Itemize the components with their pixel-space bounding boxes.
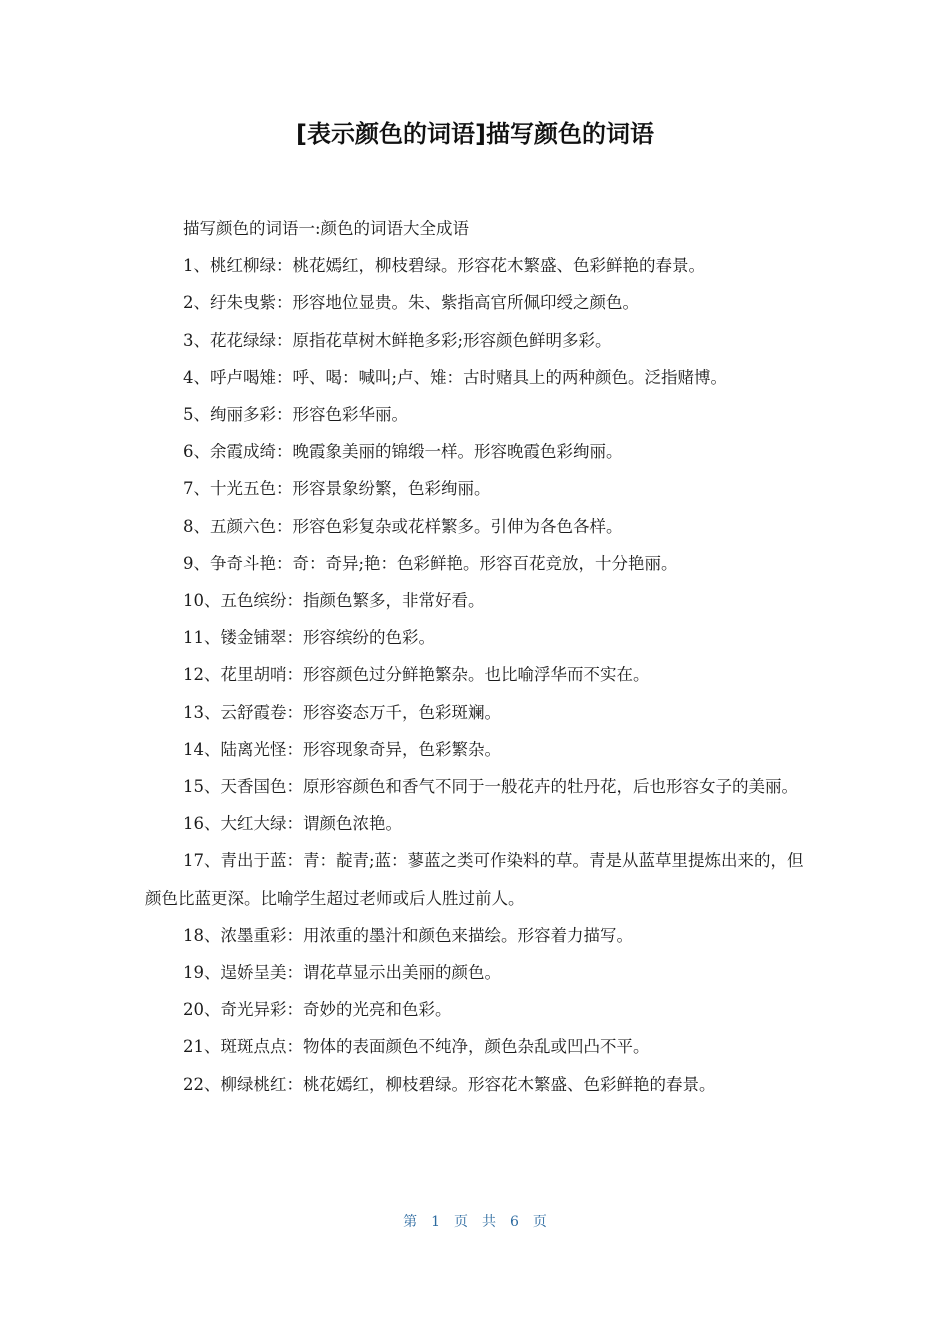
list-item: 18、浓墨重彩：用浓重的墨汁和颜色来描绘。形容着力描写。 <box>183 925 633 945</box>
list-item: 7、十光五色：形容景象纷繁，色彩绚丽。 <box>183 479 491 499</box>
list-item: 4、呼卢喝雉：呼、喝：喊叫;卢、雉：古时赌具上的两种颜色。泛指赌博。 <box>183 367 728 387</box>
list-item: 13、云舒霞卷：形容姿态万千，色彩斑斓。 <box>183 702 501 722</box>
list-item: 19、逞娇呈美：谓花草显示出美丽的颜色。 <box>183 963 501 983</box>
footer-total-pages: 6 <box>510 1214 519 1230</box>
list-item: 11、镂金铺翠：形容缤纷的色彩。 <box>183 628 435 648</box>
page-title: [表示颜色的词语]描写颜色的词语 <box>296 120 654 148</box>
page-footer <box>0 1210 950 1234</box>
footer-current-page: 1 <box>431 1214 440 1230</box>
footer-label-ye: 页 <box>532 1214 547 1230</box>
list-item: 15、天香国色：原形容颜色和香气不同于一般花卉的牡丹花，后也形容女子的美丽。 <box>183 777 798 797</box>
footer-glyph: 页 <box>454 1214 468 1230</box>
list-item: 10、五色缤纷：指颜色繁多，非常好看。 <box>183 591 485 611</box>
list-item: 1、桃红柳绿：桃花嫣红，柳枝碧绿。形容花木繁盛、色彩鲜艳的春景。 <box>183 256 705 276</box>
list-item: 3、花花绿绿：原指花草树木鲜艳多彩;形容颜色鲜明多彩。 <box>183 330 612 350</box>
list-item: 8、五颜六色：形容色彩复杂或花样繁多。引伸为各色各样。 <box>183 516 623 536</box>
list-item: 22、柳绿桃红：桃花嫣红，柳枝碧绿。形容花木繁盛、色彩鲜艳的春景。 <box>183 1074 716 1094</box>
list-item: 2、纡朱曳紫：形容地位显贵。朱、紫指高官所佩印绶之颜色。 <box>183 293 639 313</box>
list-item: 14、陆离光怪：形容现象奇异，色彩繁杂。 <box>183 739 501 759</box>
list-item: 21、斑斑点点：物体的表面颜色不纯净，颜色杂乱或凹凸不平。 <box>183 1037 650 1057</box>
footer-glyph: 共 <box>482 1214 496 1230</box>
list-item: 12、花里胡哨：形容颜色过分鲜艳繁杂。也比喻浮华而不实在。 <box>183 665 650 685</box>
document-body <box>145 210 810 1103</box>
footer-label-di: 第 <box>403 1214 418 1230</box>
list-item: 9、争奇斗艳：奇：奇异;艳：色彩鲜艳。形容百花竞放，十分艳丽。 <box>183 553 678 573</box>
paragraph-intro: 描写颜色的词语一:颜色的词语大全成语 <box>183 219 470 238</box>
list-item: 16、大红大绿：谓颜色浓艳。 <box>183 814 402 834</box>
footer-label-ye-gong <box>454 1210 496 1234</box>
list-item: 20、奇光异彩：奇妙的光亮和色彩。 <box>183 1000 452 1020</box>
list-item: 5、绚丽多彩：形容色彩华丽。 <box>183 405 408 425</box>
list-item: 6、余霞成绮：晚霞象美丽的锦缎一样。形容晚霞色彩绚丽。 <box>183 442 623 462</box>
list-item: 17、青出于蓝：青：靛青;蓝：蓼蓝之类可作染料的草。青是从蓝草里提炼出来的，但颜色比蓝更深。比喻学生超过老师或后人胜过前人。 <box>145 851 804 908</box>
